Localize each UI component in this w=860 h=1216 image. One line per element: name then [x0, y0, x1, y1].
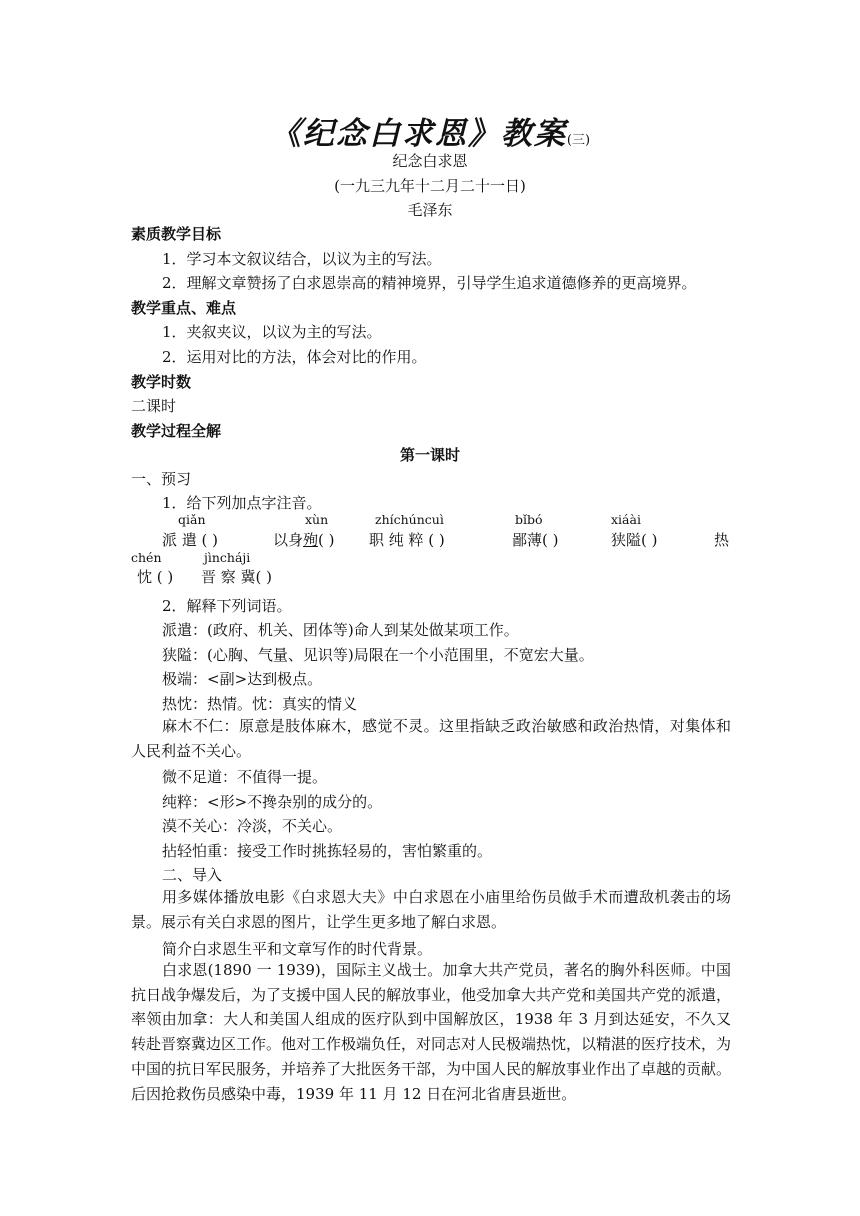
- goal-item-1: 1．学习本文叙议结合，以议为主的写法。: [162, 250, 442, 268]
- keypoint-item-2: 2．运用对比的方法，体会对比的作用。: [162, 348, 427, 366]
- exercise-word-xiaai: 狭隘( ): [611, 531, 658, 549]
- definition-xiaai: 狭隘：(心胸、气量、见识等)局限在一个小范围里，不宽宏大量。: [162, 646, 594, 664]
- subtitle: 纪念白求恩: [392, 152, 468, 170]
- lesson-heading: 第一课时: [399, 446, 460, 464]
- intro-paragraph-2: 简介白求恩生平和文章写作的时代背景。: [162, 940, 433, 958]
- definition-weibuzudao: 微不足道：不值得一提。: [162, 768, 328, 786]
- exercise-word-bibo: 鄙薄( ): [512, 531, 559, 549]
- hours-heading: 教学时数: [131, 373, 192, 391]
- exercise-word-chuncui: 职 纯 粹 ( ): [369, 531, 445, 549]
- author: 毛泽东: [407, 201, 453, 219]
- definition-paiqian: 派遣：(政府、机关、团体等)命人到某处做某项工作。: [162, 621, 519, 639]
- exercise-word-paiqian: 派 遣 ( ): [162, 531, 219, 549]
- pinyin-4: bǐbó: [515, 512, 543, 527]
- pinyin-3: zhíchúncuì: [375, 512, 444, 527]
- keypoints-heading: 教学重点、难点: [131, 299, 237, 317]
- pinyin-1: qiǎn: [178, 512, 206, 527]
- definition-chuncui: 纯粹：<形>不搀杂别的成分的。: [162, 793, 383, 811]
- exercise-word-jinchaji: 晋 察 冀( ): [201, 568, 273, 586]
- definition-jiduan: 极端：<副>达到极点。: [162, 670, 323, 688]
- goal-item-2: 2．理解文章赞扬了白求恩崇高的精神境界，引导学生追求道德修养的更高境界。: [162, 274, 697, 292]
- pinyin-7: jìncháji: [204, 550, 251, 565]
- definition-rechen: 热忱：热情。忱：真实的情义: [162, 695, 358, 713]
- goals-heading: 素质教学目标: [131, 225, 222, 243]
- definition-mobuguanxin: 漠不关心：冷淡，不关心。: [162, 817, 343, 835]
- intro-paragraph-1: 用多媒体播放电影《白求恩大夫》中白求恩在小庙里给伤员做手术而遭敌机袭击的场景。展示有关白求恩的图片，让学生更多地了解白求恩。: [131, 888, 731, 931]
- pinyin-6: chén: [131, 550, 162, 565]
- hours-value: 二课时: [131, 397, 177, 415]
- section-intro: 二、导入: [162, 866, 223, 884]
- definition-nianqingpazhong: 拈轻怕重：接受工作时挑拣轻易的，害怕繁重的。: [162, 842, 493, 860]
- exercise-word-re: 热: [714, 531, 730, 549]
- title-suffix: (三): [566, 133, 591, 148]
- date-line: (一九三九年十二月二十一日): [334, 177, 526, 195]
- intro-paragraph-3: 白求恩(1890 一 1939)，国际主义战士。加拿大共产党员，著名的胸外科医师。中国抗日战争爆发后，为了支援中国人民的解放事业，他受加拿大共产党和美国共产党的派遣，率领由加拿：大人和美国人组成的医疗队到中国解放区，1938 年 3 月到达延安，不久又转赴晋察冀边区工作。他对工作极端负任，对同志对人民极端热忱，以精湛的医疗技术，为中国的抗日军民服务，并培养了大批医务干部，为中国人民的解放事业作出了卓越的贡献。后因抢救伤员感染中毒，1939 年 11 月 12 日在河北省唐县逝世。: [131, 961, 732, 1103]
- process-heading: 教学过程全解: [131, 422, 222, 440]
- pinyin-5: xiáài: [611, 512, 641, 527]
- exercise-word-xun: 以身殉( ): [273, 531, 335, 549]
- title-main: 《纪念白求恩》教案: [269, 116, 567, 152]
- keypoint-item-1: 1．夹叙夹议，以议为主的写法。: [162, 323, 382, 341]
- question-1: 1．给下列加点字注音。: [162, 494, 322, 512]
- document-title: [0, 108, 860, 153]
- question-2: 2．解释下列词语。: [162, 597, 292, 615]
- pinyin-2: xùn: [305, 512, 329, 527]
- exercise-word-chen: 忱 ( ): [137, 568, 174, 586]
- definition-mamuburen: 麻木不仁：原意是肢体麻木，感觉不灵。这里指缺乏政治敏感和政治热情，对集体和人民利益不关心。: [131, 717, 731, 760]
- section-preview: 一、预习: [131, 470, 192, 488]
